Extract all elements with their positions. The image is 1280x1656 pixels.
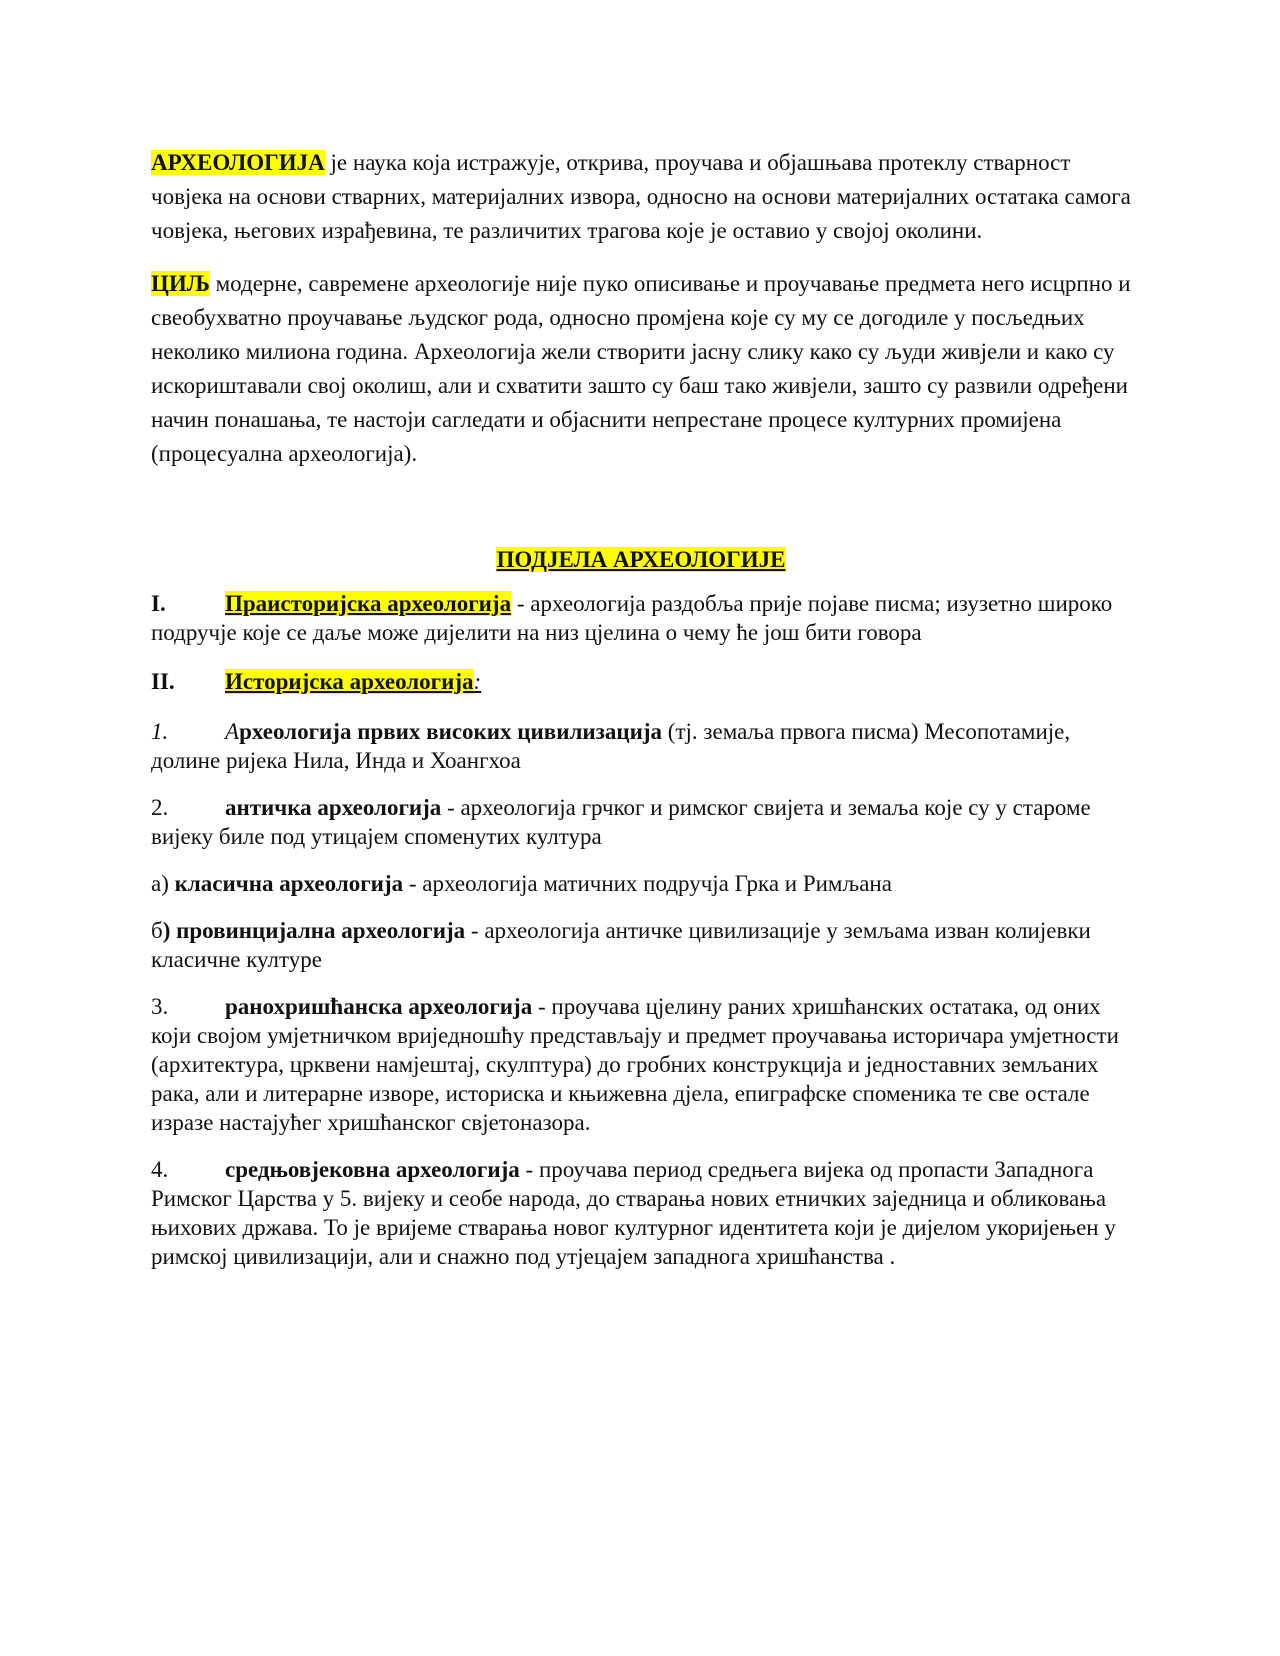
item-term: Праисторијска археологија (225, 591, 512, 616)
subitem-number: 4. (151, 1157, 169, 1182)
document-page (151, 146, 1131, 1271)
subitem-provincial (151, 916, 1131, 974)
subitem-prefix: б (151, 918, 163, 943)
division-item-prehistoric (151, 589, 1131, 647)
item-number: II. (151, 669, 175, 694)
subitem-text: (тј. земаља првога писма) Месопотамије, долине ријека Нила, Инда и Хоангхоа (151, 719, 1071, 773)
subitem-number: 1. (151, 719, 169, 744)
section-title-text: ПОДЈЕЛА АРХЕОЛОГИЈЕ (496, 547, 786, 572)
subitem-number: 2. (151, 795, 169, 820)
intro-paragraph (151, 146, 1131, 248)
subitem-medieval (151, 1155, 1131, 1271)
subitem-number: 3. (151, 994, 169, 1019)
subitem-term-first-letter: А (225, 719, 240, 744)
subitem-term: ранохришћанска археологија (225, 994, 533, 1019)
item-suffix: : (473, 669, 482, 694)
subitem-text: - археологија грчког и римског свијета и земаља које су у староме вијеку биле под утицајем споменутих култура (151, 795, 1091, 849)
item-term: Историјска археологија (225, 669, 474, 694)
goal-text: модерне, савремене археологије није пуко описивање и проучавање предмета него исцрпно и свеобухватно проучавање људског рода, односно промјена које су му се догодиле у посљедњих неколико милиона година. Археологија жели створити јасну слику како су људи живјели и како су искориштавали свој околиш, али и схватити зашто су баш тако живјели, зашто су развили одређени начин понашања, те настоји сагледати и објаснити непрестане процесе културних промијена (процесуална археологија). (151, 271, 1131, 466)
subitem-early-christian (151, 992, 1131, 1137)
subitem-high-civilizations (151, 717, 1131, 775)
highlighted-term-archaeology: АРХЕОЛОГИЈА (151, 150, 325, 175)
subitem-classical (151, 869, 1131, 898)
section-title (151, 543, 1131, 577)
subitem-text: - археологија матичних подручја Грка и Римљана (403, 871, 892, 896)
subitem-text: - проучава период средњега вијека од пропасти Западнога Римског Царства у 5. вијеку и сеобе народа, до стварања нових етничких заједница и обликовања њихових држава. То је вријеме стварања новог културног идентитета који је дијелом укоријењен у римској цивилизацији, али и снажно под утјецајем западнога хришћанства . (151, 1157, 1116, 1269)
subitem-term: средњовјековна археологија (225, 1157, 520, 1182)
subitem-text: - археологија античке цивилизације у земљама изван колијевки класичне културе (151, 918, 1091, 972)
intro-text: је наука која истражује, открива, проучава и објашњава протеклу стварност човјека на основи стварних, материјалних извора, односно на основи материјалних остатака самога човјека, његових израђевина, те различитих трагова које је оставио у својој околини. (151, 150, 1131, 243)
goal-paragraph (151, 267, 1131, 471)
subitem-ancient (151, 793, 1131, 851)
highlighted-term-goal: ЦИЉ (151, 271, 210, 296)
subitem-text: - проучава цјелину раних хришћанских остатака, од оних који својом умјетничком вриједношћу представљају и предмет проучавања историчара умјетности (архитектура, црквени намјештај, скулптура) до гробних конструкција и једноставних земљаних рака, али и литерарне изворе, историска и књижевна дјела, епиграфске споменика те све остале изразе настајућег хришћанског свјетоназора. (151, 994, 1119, 1135)
item-text: - археологија раздобља прије појаве писма; изузетно широко подручје које се даље може дијелити на низ цјелина о чему ће још бити говора (151, 591, 1113, 645)
subitem-term: ) провинцијална археологија (162, 918, 466, 943)
subitem-term: класична археологија (174, 871, 404, 896)
subitem-prefix: а) (151, 871, 175, 896)
subitem-term: античка археологија (225, 795, 442, 820)
item-number: I. (151, 591, 166, 616)
division-item-historical (151, 665, 1131, 699)
subitem-term: рхеологија првих високих цивилизација (239, 719, 663, 744)
